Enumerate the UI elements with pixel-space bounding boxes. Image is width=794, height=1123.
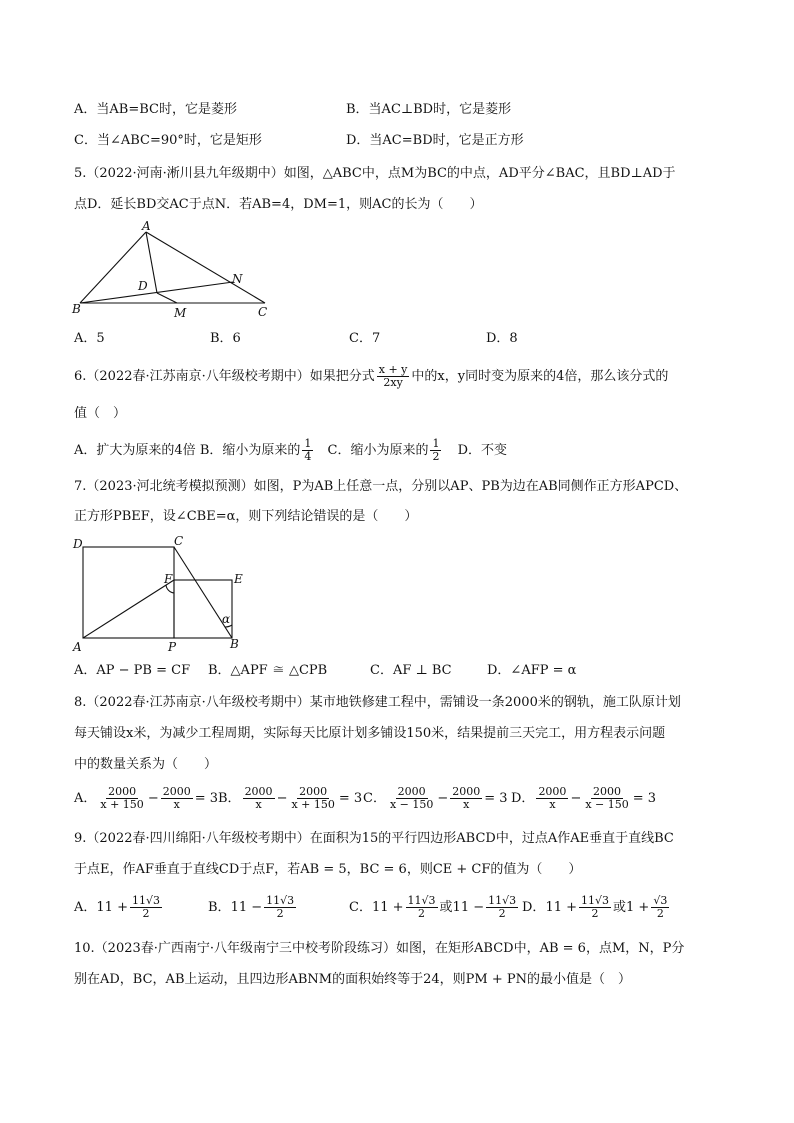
q9-d-num: 11√3 [581,894,610,907]
q9-b-den: 2 [276,907,284,920]
q9-c-den2: 2 [498,907,506,920]
q8-b-op: − [276,791,288,806]
q7-option-a: A．AP − PB = CF [74,663,191,678]
q6-frac-num: x + y [378,363,408,376]
q8-c-op: − [437,791,449,806]
q5-stem-line2: 点D．延长BD交AC于点N．若AB=4，DM=1，则AC的长为（ ） [74,197,483,212]
q9-stem-line2: 于点E，作AF垂直于直线CD于点F，若AB = 5，BC = 6，则CE + CF的值为（ ） [74,862,582,877]
q8-a-d1: x + 150 [100,798,144,811]
q6-option-c: C．缩小为原来的 [327,443,429,458]
q6-option-d: D．不变 [457,443,508,458]
q7-label-a: A [73,640,82,653]
q7-label-alpha: α [222,612,231,626]
q10-stem-line1: 10.（2023春·广西南宁·八年级南宁三中校考阶段练习）如图，在矩形ABCD中，AB = 6，点M，N，P分 [74,941,685,956]
q4-option-b: B．当AC⊥BD时，它是菱形 [346,102,512,117]
q8-a-label: A． [74,791,97,806]
q9-d-den2: 2 [656,907,664,920]
q9-a-label: A． [74,900,97,915]
q6-b-den: 4 [304,450,312,463]
q9-c-num: 11√3 [407,894,436,907]
q7-stem-line2: 正方形PBEF，设∠CBE=α，则下列结论错误的是（ ） [74,509,418,524]
q7-label-f: F [164,572,173,586]
q9-a-pre: 11 + [96,900,128,915]
q8-stem-line2: 每天铺设x米，为减少工程周期，实际每天比原计划多铺设150米，结果提前三天完工，用方程表示问题 [74,726,666,741]
q9-option-a [74,895,164,920]
q8-d-n2: 2000 [593,785,622,798]
q5-option-b: B．6 [210,331,241,346]
q8-a-eq: = 3 [194,791,219,806]
q8-b-n1: 2000 [244,785,273,798]
q5-stem-line1: 5.（2022·河南·淅川县九年级期中）如图，△ABC中，点M为BC的中点，AD平分∠BAC，且BD⊥AD于 [74,166,676,181]
q5-label-b: B [72,302,81,316]
q6-option-c-frac [430,438,441,463]
q8-a-n1: 2000 [108,785,137,798]
q7-label-b: B [230,637,239,651]
q7-label-p: P [168,640,177,653]
q6-c-den: 2 [432,450,440,463]
q9-option-d [522,895,671,920]
q9-option-b [208,895,298,920]
q6-c-num: 1 [432,437,440,450]
q7-squares-figure [70,533,260,653]
q7-option-c: C．AF ⊥ BC [370,663,452,678]
q8-stem-line3: 中的数量关系为（ ） [74,757,218,772]
q8-b-eq: = 3 [338,791,363,806]
q6-option-b-frac [302,438,313,463]
q9-b-label: B． [208,900,231,915]
q6-frac-den: 2xy [383,376,403,389]
q5-label-a: A [142,220,151,233]
q9-a-num: 11√3 [131,894,160,907]
q9-d-label: D． [522,900,546,915]
q8-c-eq: = 3 [484,791,508,806]
q7-stem-line1: 7.（2023·河北统考模拟预测）如图，P为AB上任意一点，分别以AP、PB为边在AB同侧作正方形APCD、 [74,479,688,494]
q9-c-mid: 或11 − [439,900,485,915]
q8-c-d2: x [463,798,470,811]
q8-option-b [218,786,362,811]
q6-stem-line2: 值（ ） [74,406,127,421]
q5-triangle-figure [70,220,280,320]
q8-option-c [363,786,508,811]
q8-a-d2: x [173,798,180,811]
q5-label-c: C [258,305,268,319]
q8-c-n1: 2000 [397,785,426,798]
q4-option-d: D．当AC=BD时，它是正方形 [346,133,524,148]
q8-option-d [511,786,656,811]
q7-label-c: C [174,534,184,548]
q6-stem-post: 中的x，y同时变为原来的4倍，那么该分式的 [411,369,669,384]
q9-d-mid: 或1 + [613,900,650,915]
q9-c-den: 2 [418,907,426,920]
q6-b-num: 1 [304,437,312,450]
q7-label-e: E [234,572,243,586]
q9-option-c [349,895,520,920]
q9-d-den: 2 [591,907,599,920]
q5-option-c: C．7 [349,331,381,346]
q9-a-den: 2 [142,907,150,920]
q8-b-d1: x [255,798,262,811]
q9-b-num: 11√3 [266,894,295,907]
q5-option-d: D．8 [486,331,518,346]
q8-d-label: D． [511,791,535,806]
q8-c-label: C． [363,791,386,806]
q8-d-n1: 2000 [538,785,567,798]
q8-d-eq: = 3 [632,791,657,806]
q9-c-label: C． [349,900,372,915]
q7-label-d: D [73,537,83,551]
q8-c-d1: x − 150 [389,798,434,811]
q9-d-pre: 11 + [545,900,578,915]
q5-label-d: D [138,279,148,293]
q8-b-label: B． [218,791,241,806]
q6-option-a: A．扩大为原来的4倍 [74,443,196,458]
q9-b-pre: 11 − [230,900,263,915]
q9-c-pre: 11 + [371,900,404,915]
q8-d-d2: x − 150 [585,798,629,811]
q6-options [74,438,507,463]
q8-a-op: − [147,791,159,806]
q9-d-num2: √3 [653,894,668,907]
q8-option-a [74,786,218,811]
q7-option-b: B．△APF ≅ △CPB [208,663,328,678]
q7-option-d: D．∠AFP = α [487,663,577,678]
q6-stem-line1 [74,364,668,389]
q6-fraction [377,364,410,389]
q4-option-c: C．当∠ABC=90°时，它是矩形 [74,133,262,148]
q8-d-op: − [570,791,582,806]
q8-stem-line1: 8.（2022春·江苏南京·八年级校考期中）某市地铁修建工程中，需铺设一条2000米的钢轨，施工队原计划 [74,695,681,710]
q5-option-a: A．5 [74,331,105,346]
q9-stem-line1: 9.（2022春·四川绵阳·八年级校考期中）在面积为15的平行四边形ABCD中，过点A作AE垂直于直线BC [74,831,674,846]
q8-d-d1: x [549,798,556,811]
q8-b-n2: 2000 [299,785,328,798]
q8-b-d2: x + 150 [291,798,335,811]
q8-c-n2: 2000 [452,785,481,798]
q9-c-num2: 11√3 [488,894,517,907]
q4-option-a: A．当AB=BC时，它是菱形 [74,102,237,117]
q5-label-m: M [174,306,187,320]
q5-label-n: N [232,272,243,286]
q6-option-b: B．缩小为原来的 [199,443,301,458]
q10-stem-line2: 别在AD，BC，AB上运动，且四边形ABNM的面积始终等于24，则PM + PN的最小值是（ ） [74,972,632,987]
q6-stem-pre: 6.（2022春·江苏南京·八年级校考期中）如果把分式 [74,369,375,384]
q8-a-n2: 2000 [162,785,191,798]
